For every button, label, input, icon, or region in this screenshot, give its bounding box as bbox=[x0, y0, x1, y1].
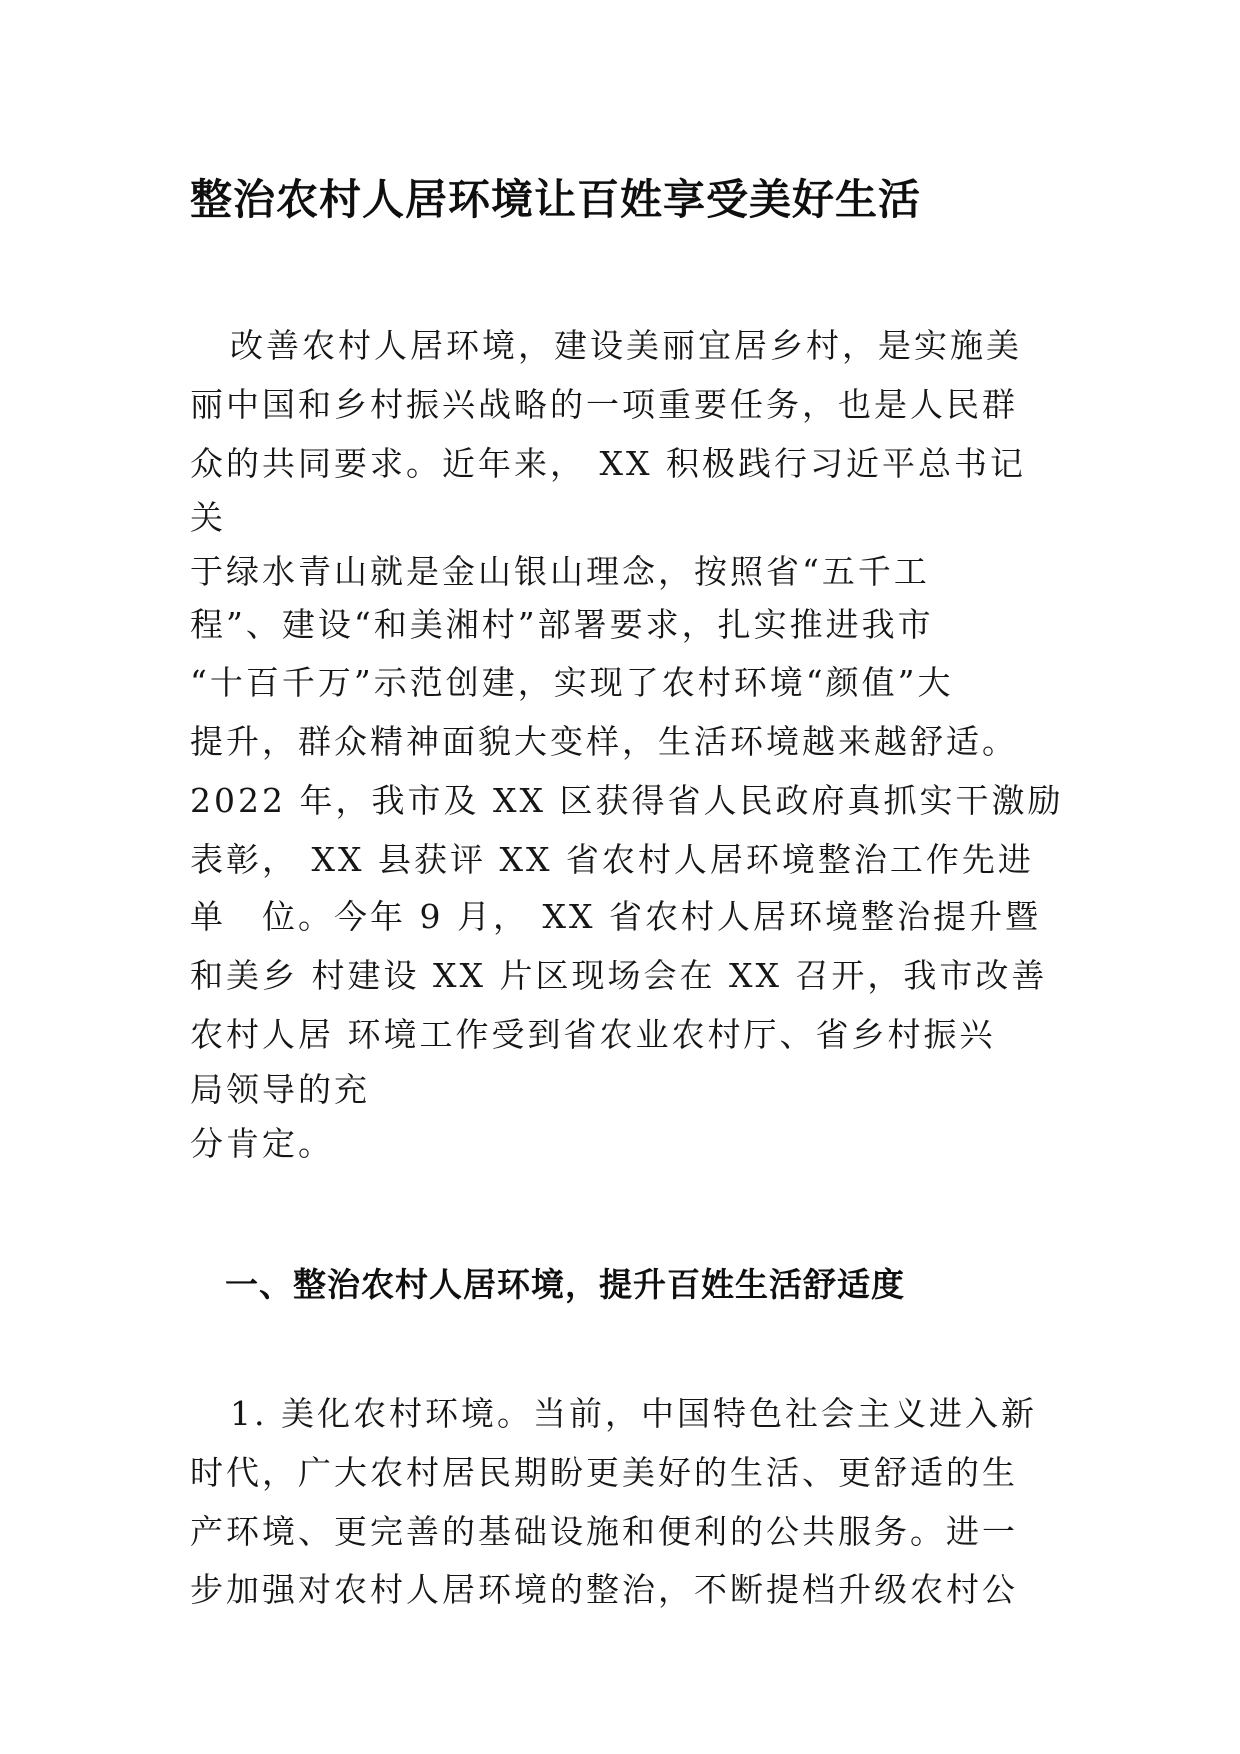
intro-line: 表彰， XX 县获评 XX 省农村人居环境整治工作先进 bbox=[190, 840, 1034, 879]
intro-line: “十百千万”示范创建，实现了农村环境“颜值”大 bbox=[190, 663, 954, 702]
intro-line: 于绿水青山就是金山银山理念，按照省“五千工 bbox=[190, 552, 930, 591]
intro-line: 关 bbox=[190, 498, 226, 537]
intro-line: 改善农村人居环境，建设美丽宜居乡村，是实施美 bbox=[230, 326, 1022, 365]
section-line: 时代，广大农村居民期盼更美好的生活、更舒适的生 bbox=[190, 1453, 1018, 1492]
section-line: 1. 美化农村环境。当前，中国特色社会主义进入新 bbox=[230, 1394, 1037, 1433]
intro-line: 众的共同要求。近年来， XX 积极践行习近平总书记 bbox=[190, 444, 1026, 483]
intro-line: 程”、建设“和美湘村”部署要求，扎实推进我市 bbox=[190, 605, 934, 644]
intro-line: 丽中国和乡村振兴战略的一项重要任务，也是人民群 bbox=[190, 385, 1018, 424]
document-title: 整治农村人居环境让百姓享受美好生活 bbox=[190, 175, 922, 224]
intro-line: 和美乡 村建设 XX 片区现场会在 XX 召开，我市改善 bbox=[190, 956, 1048, 995]
intro-line: 单 位。今年 9 月， XX 省农村人居环境整治提升暨 bbox=[190, 897, 1041, 936]
intro-line: 局领导的充 bbox=[190, 1070, 370, 1109]
section-line: 步加强对农村人居环境的整治，不断提档升级农村公 bbox=[190, 1570, 1018, 1609]
intro-line: 农村人居 环境工作受到省农业农村厅、省乡村振兴 bbox=[190, 1015, 996, 1054]
intro-line: 提升，群众精神面貌大变样，生活环境越来越舒适。 bbox=[190, 722, 1018, 761]
intro-line: 分肯定。 bbox=[190, 1124, 334, 1163]
section-heading: 一、整治农村人居环境，提升百姓生活舒适度 bbox=[225, 1265, 905, 1304]
section-line: 产环境、更完善的基础设施和便利的公共服务。进一 bbox=[190, 1512, 1018, 1551]
intro-line: 2022 年，我市及 XX 区获得省人民政府真抓实干激励 bbox=[190, 781, 1064, 820]
